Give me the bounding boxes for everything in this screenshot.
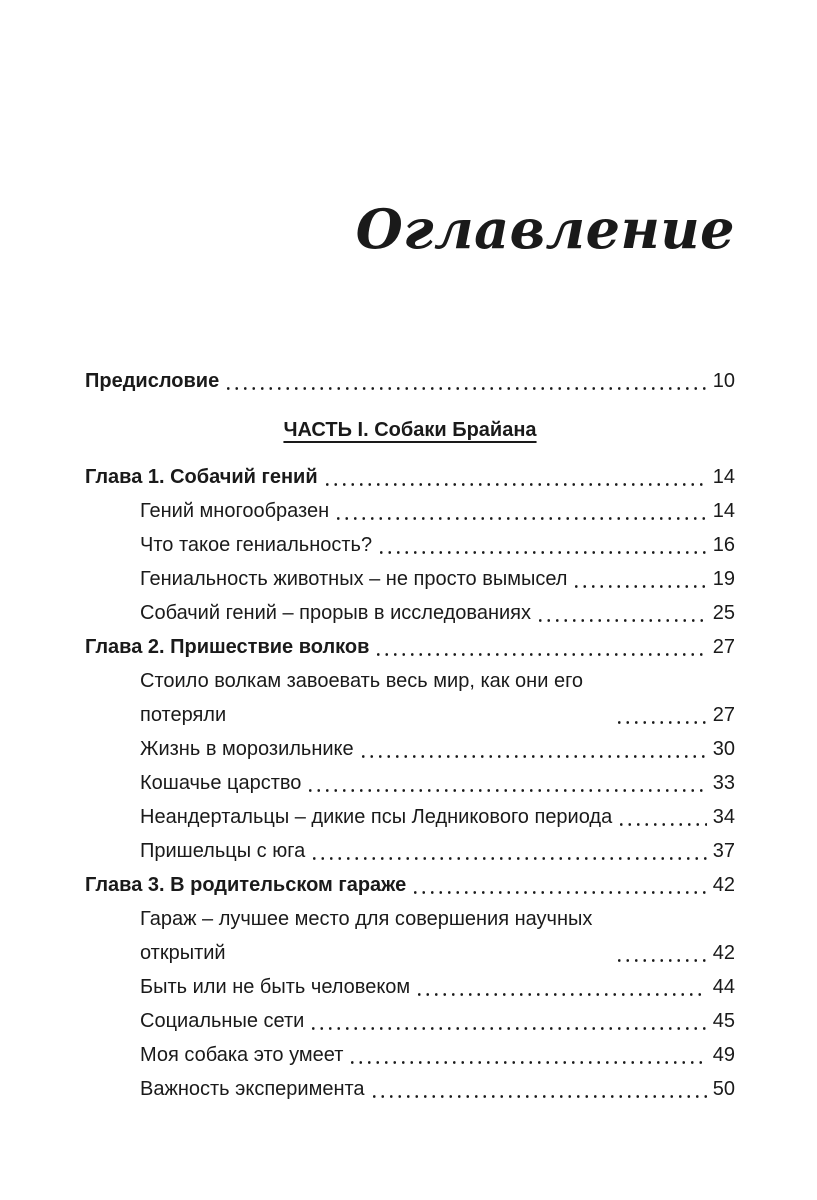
toc-page-number: 14 [712,500,735,523]
toc-page-number: 14 [712,466,735,489]
dot-leader [309,1027,706,1030]
dot-leader [348,1061,706,1064]
toc-entry-title: Стоило волкам завоевать весь мир, как они его потеряли [140,670,584,727]
toc-page-number: 37 [712,840,735,863]
toc-page-number: 25 [712,602,735,625]
toc-page-number: 42 [712,874,735,897]
toc-entry-title: Моя собака это умеет [140,1044,344,1067]
toc-entry [85,970,735,1004]
toc-entry [85,1072,735,1106]
page-title: Оглавление [355,197,735,261]
toc-entry [85,800,735,834]
toc-entry [85,868,735,902]
dot-leader [615,721,707,724]
toc-list [85,364,735,1106]
toc-page-number: 27 [712,704,735,727]
toc-entry-title: Глава 2. Пришествие волков [85,636,370,659]
toc-entry [85,1038,735,1072]
toc-entry-title: Что такое гениальность? [140,534,373,557]
dot-leader [411,891,707,894]
toc-entry-title: Глава 1. Собачий гений [85,466,318,489]
toc-entry [85,766,735,800]
toc-entry-title: Гараж – лучшее место для совершения научных открытий [140,908,593,965]
toc-entry-title: Предисловие [85,370,220,393]
toc-entry-title: Жизнь в морозильнике [140,738,354,761]
toc-entry-title: Глава 3. В родительском гараже [85,874,407,897]
toc-page-number: 33 [712,772,735,795]
toc-entry [85,732,735,766]
toc-page-number: 45 [712,1010,735,1033]
dot-leader [334,517,707,520]
dot-leader [615,959,707,962]
toc-entry-title: Гений многообразен [140,500,330,523]
toc-entry-title: Социальные сети [140,1010,305,1033]
toc-page-number: 34 [712,806,735,829]
toc-page-number: 10 [712,370,735,393]
dot-leader [572,585,706,588]
toc-page-number: 30 [712,738,735,761]
toc-page-number: 49 [712,1044,735,1067]
dot-leader [415,993,707,996]
toc-page-number: 42 [712,942,735,965]
dot-leader [306,789,706,792]
dot-leader [536,619,707,622]
dot-leader [617,823,707,826]
toc-entry [85,664,735,732]
dot-leader [323,483,707,486]
toc-page-number: 50 [712,1078,735,1101]
toc-page-number: 16 [712,534,735,557]
dot-leader [224,387,707,390]
toc-entry [85,630,735,664]
toc-entry-title: Важность эксперимента [140,1078,365,1101]
toc-entry [85,562,735,596]
toc-entry [85,494,735,528]
toc-entry [85,528,735,562]
toc-entry [85,902,735,970]
toc-entry-title: Собачий гений – прорыв в исследованиях [140,602,531,625]
toc-entry [85,460,735,494]
toc-entry [85,596,735,630]
dot-leader [374,653,706,656]
toc-page-number: 44 [712,976,735,999]
toc-entry-title: Быть или не быть человеком [140,976,411,999]
toc-page-number: 27 [712,636,735,659]
toc-entry-title: Неандертальцы – дикие псы Ледникового периода [140,806,613,829]
toc-entry [85,834,735,868]
toc-entry [85,364,735,398]
part-heading: ЧАСТЬ I. Собаки Брайана [283,419,537,442]
toc-entry-title: Кошачье царство [140,772,302,795]
dot-leader [359,755,707,758]
toc-page-number: 19 [712,568,735,591]
toc-entry [85,1004,735,1038]
dot-leader [310,857,707,860]
dot-leader [370,1095,707,1098]
toc-entry-title: Гениальность животных – не просто вымысел [140,568,568,591]
dot-leader [377,551,707,554]
toc-entry-title: Пришельцы с юга [140,840,306,863]
